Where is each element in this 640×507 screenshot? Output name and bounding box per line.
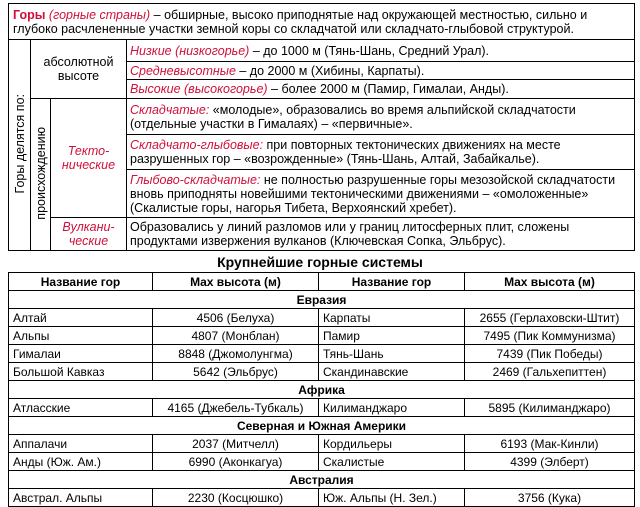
term-mountains: Горы [13,7,46,22]
mountains-definition [9,4,635,40]
mountain-name: Памир [319,327,465,345]
mountain-name: Кордильеры [319,435,465,453]
max-height: 4807 (Монблан) [153,327,319,345]
side-label-cell [9,40,31,251]
max-height: 2037 (Митчелл) [153,435,319,453]
volcanic-text: Образовались у линий разломов или у границ литосферных плит, сложены продуктами извержения вулканов (Ключевская Сопка, Эльбрус). [127,218,635,251]
header-height-2: Max высота (м) [465,273,635,291]
header-name-1: Название гор [9,273,153,291]
region-row [9,471,635,489]
mountain-name: Альпы [9,327,153,345]
region-name: Африка [9,381,635,399]
side-label: Горы делятся по: [12,93,27,194]
mountain-classification-table [8,3,635,251]
max-height: 6193 (Мак-Кинли) [465,435,635,453]
header-row [9,273,635,291]
origin-label-cell [31,99,51,251]
tectonic-fold-block: Складчато-глыбовые: при повторных тектонических движениях на месте разрушенных гор – «возрожденные» (Тянь-Шань, Алтай, Забайкалье). [127,135,635,170]
header-height-1: Max высота (м) [153,273,319,291]
mountain-systems-table [8,272,635,507]
max-height: 5642 (Эльбрус) [153,363,319,381]
height-row-high: Высокие (высокогорье) – более 2000 м (Памир, Гималаи, Анды). [127,80,635,99]
mountain-name: Килиманджаро [319,399,465,417]
max-height: 4165 (Джебель-Тубкаль) [153,399,319,417]
mountain-name: Тянь-Шань [319,345,465,363]
max-height: 2230 (Косцюшко) [153,489,319,507]
table-row [9,435,635,453]
tectonic-label: Текто-нические [51,99,127,218]
table-row [9,399,635,417]
term-mountain-countries: (горные страны) [48,7,151,22]
tectonic-block-fold: Глыбово-складчатые: не полностью разрушенные горы мезозойской складчатости вновь приподняты новейшими тектоническими движениями – «омоложенные» (Скалистые горы, нагорья Тибета, Верхоянский хребет). [127,170,635,218]
region-row [9,291,635,309]
max-height: 5895 (Килиманджаро) [465,399,635,417]
mountain-name: Атласские [9,399,153,417]
region-name: Австралия [9,471,635,489]
region-name: Северная и Южная Америки [9,417,635,435]
table-row [9,309,635,327]
definition-text: – обширные, высоко приподнятые над окружающей местностью, сильно и глубоко расчлененные участки земной коры со складчатой или складчато-глыбовой структурой. [13,7,588,36]
section-title: Крупнейшие горные системы [217,254,423,270]
mountain-name: Анды (Юж. Ам.) [9,453,153,471]
tectonic-folded: Складчатые: «молодые», образовались во время альпийской складчатости (отдельные участки в Гималаях) – «первичные». [127,99,635,135]
mountain-name: Аппалачи [9,435,153,453]
table-row [9,363,635,381]
max-height: 6990 (Аконкагуа) [153,453,319,471]
max-height: 8848 (Джомолунгма) [153,345,319,363]
region-name: Евразия [9,291,635,309]
mountain-name: Алтай [9,309,153,327]
height-row-medium: Средневысотные – до 2000 м (Хибины, Карпаты). [127,62,635,80]
mountain-name: Карпаты [319,309,465,327]
volcanic-label: Вулкани-ческие [51,218,127,251]
max-height: 4399 (Элберт) [465,453,635,471]
max-height: 4506 (Белуха) [153,309,319,327]
max-height: 2469 (Гальхепиттен) [465,363,635,381]
max-height: 7439 (Пик Победы) [465,345,635,363]
table-row [9,345,635,363]
height-label: абсолютной высоте [31,40,127,99]
max-height: 2655 (Герлаховски-Штит) [465,309,635,327]
mountain-name: Скалистые [319,453,465,471]
height-row-low: Низкие (низкогорье) – до 1000 м (Тянь-Шань, Средний Урал). [127,40,635,62]
region-row [9,381,635,399]
region-row [9,417,635,435]
mountain-name: Юж. Альпы (Н. Зел.) [319,489,465,507]
mountain-systems-body [9,273,635,507]
header-name-2: Название гор [319,273,465,291]
origin-label: происхождению [33,126,48,220]
mountain-name: Большой Кавказ [9,363,153,381]
table-row [9,453,635,471]
mountain-name: Австрал. Альпы [9,489,153,507]
max-height: 7495 (Пик Коммунизма) [465,327,635,345]
table-row [9,327,635,345]
max-height: 3756 (Кука) [465,489,635,507]
mountain-name: Гималаи [9,345,153,363]
mountain-name: Скандинавские [319,363,465,381]
table-row [9,489,635,507]
